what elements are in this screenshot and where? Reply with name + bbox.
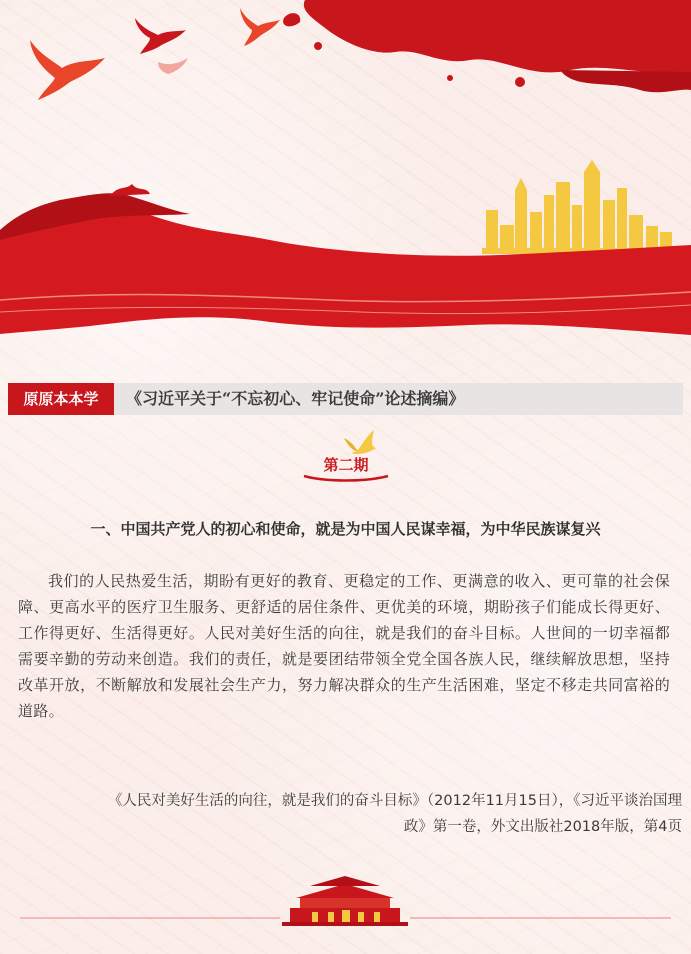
- citation-line-2: 政》第一卷，外文出版社2018年版，第4页: [403, 819, 682, 835]
- header-artwork: [0, 0, 691, 350]
- book-title: 《习近平关于“不忘初心、牢记使命”论述摘编》: [126, 389, 465, 408]
- issue-badge: [296, 424, 396, 484]
- series-tag: 原原本本学: [8, 383, 114, 415]
- tiananmen-icon: [282, 876, 408, 926]
- series-banner: [8, 383, 683, 415]
- red-ink-splash: [283, 0, 691, 92]
- section-heading: 一、中国共产党人的初心和使命，就是为中国人民谋幸福，为中华民族谋复兴: [90, 520, 601, 538]
- footer-artwork: [0, 872, 691, 932]
- issue-label: 第二期: [323, 456, 369, 474]
- citation-line-1: 《人民对美好生活的向往，就是我们的奋斗目标》（2012年11月15日），《习近平谈治国理: [107, 793, 682, 809]
- citation: [10, 788, 682, 840]
- body-paragraph: 我们的人民热爱生活，期盼有更好的教育、更稳定的工作、更满意的收入、更可靠的社会保障、更高水平的医疗卫生服务、更舒适的居住条件、更优美的环境，期盼孩子们能成长得更好、工作得更好、生活得更好。人民对美好生活的向往，就是我们的奋斗目标。人世间的一切幸福都需要辛勤的劳动来创造。我们的责任，就是要团结带领全党全国各族人民，继续解放思想，坚持改革开放，不断解放和发展社会生产力，努力解决群众的生产生活困难，坚定不移走共同富裕的道路。: [18, 572, 670, 720]
- dove-icon: [30, 8, 280, 100]
- city-skyline-icon: [482, 160, 678, 254]
